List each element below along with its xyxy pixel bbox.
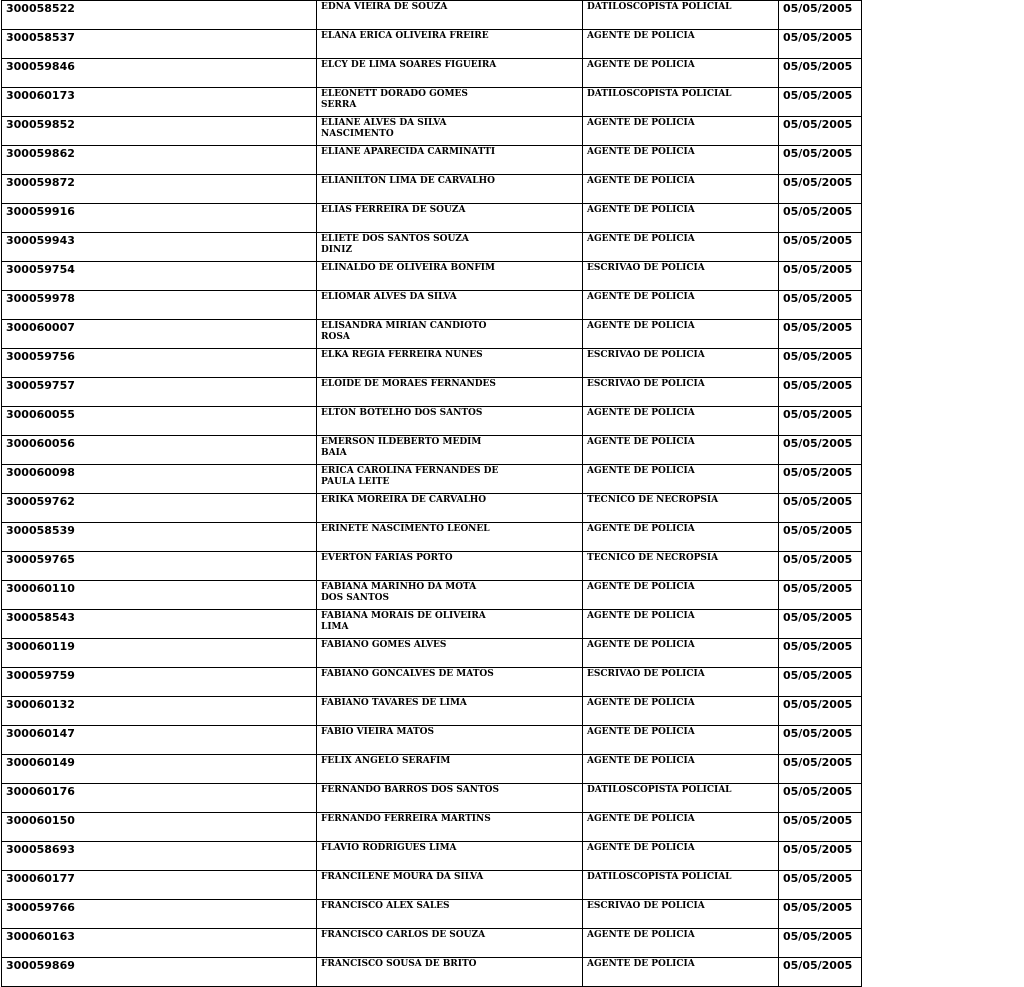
matricula-cell: 300060150 xyxy=(2,813,317,842)
data-cell: 05/05/2005 xyxy=(779,320,862,349)
cargo-cell: AGENTE DE POLICIA xyxy=(583,436,779,465)
table-row xyxy=(2,842,862,871)
data-cell: 05/05/2005 xyxy=(779,929,862,958)
cargo-cell: AGENTE DE POLICIA xyxy=(583,320,779,349)
table-row xyxy=(2,88,862,117)
nome-text: ELIETE DOS SANTOS SOUZA DINIZ xyxy=(321,234,469,255)
nome-cell xyxy=(317,436,583,465)
cargo-cell: AGENTE DE POLICIA xyxy=(583,958,779,987)
table-row xyxy=(2,958,862,987)
data-cell: 05/05/2005 xyxy=(779,117,862,146)
data-cell: 05/05/2005 xyxy=(779,233,862,262)
cargo-cell: AGENTE DE POLICIA xyxy=(583,581,779,610)
nome-text: ERIKA MOREIRA DE CARVALHO xyxy=(321,495,487,505)
data-cell: 05/05/2005 xyxy=(779,146,862,175)
cargo-cell: AGENTE DE POLICIA xyxy=(583,842,779,871)
nome-text: ELISANDRA MIRIAN CANDIOTO ROSA xyxy=(321,321,487,342)
nome-text: ELIANE ALVES DA SILVA NASCIMENTO xyxy=(321,118,447,139)
data-cell: 05/05/2005 xyxy=(779,697,862,726)
data-cell: 05/05/2005 xyxy=(779,88,862,117)
nome-text: FELIX ANGELO SERAFIM xyxy=(321,756,451,766)
nome-cell xyxy=(317,755,583,784)
data-cell: 05/05/2005 xyxy=(779,871,862,900)
table-row xyxy=(2,900,862,929)
nome-text: ERINETE NASCIMENTO LEONEL xyxy=(321,524,490,534)
data-cell: 05/05/2005 xyxy=(779,639,862,668)
nome-cell xyxy=(317,262,583,291)
nome-text: ELOIDE DE MORAES FERNANDES xyxy=(321,379,496,389)
nome-text: FLAVIO RODRIGUES LIMA xyxy=(321,843,457,853)
cargo-cell: TECNICO DE NECROPSIA xyxy=(583,494,779,523)
nome-cell xyxy=(317,146,583,175)
cargo-cell: AGENTE DE POLICIA xyxy=(583,610,779,639)
cargo-cell: ESCRIVAO DE POLICIA xyxy=(583,668,779,697)
cargo-cell: AGENTE DE POLICIA xyxy=(583,291,779,320)
nome-cell xyxy=(317,900,583,929)
data-cell: 05/05/2005 xyxy=(779,175,862,204)
nome-cell xyxy=(317,465,583,494)
cargo-cell: AGENTE DE POLICIA xyxy=(583,929,779,958)
table-row xyxy=(2,117,862,146)
cargo-cell: ESCRIVAO DE POLICIA xyxy=(583,378,779,407)
matricula-cell: 300059757 xyxy=(2,378,317,407)
nome-cell xyxy=(317,523,583,552)
cargo-cell: AGENTE DE POLICIA xyxy=(583,726,779,755)
nome-cell xyxy=(317,117,583,146)
nome-text: FRANCISCO SOUSA DE BRITO xyxy=(321,959,477,969)
table-row xyxy=(2,175,862,204)
table-row xyxy=(2,581,862,610)
nome-cell xyxy=(317,204,583,233)
nome-cell xyxy=(317,349,583,378)
data-cell: 05/05/2005 xyxy=(779,813,862,842)
table-row xyxy=(2,262,862,291)
nome-cell xyxy=(317,494,583,523)
matricula-cell: 300059765 xyxy=(2,552,317,581)
nome-cell xyxy=(317,59,583,88)
nome-text: ELCY DE LIMA SOARES FIGUEIRA xyxy=(321,60,497,70)
table-row xyxy=(2,436,862,465)
matricula-cell: 300059978 xyxy=(2,291,317,320)
nome-text: ELIAS FERREIRA DE SOUZA xyxy=(321,205,466,215)
nome-text: FABIANO TAVARES DE LIMA xyxy=(321,698,467,708)
table-row xyxy=(2,494,862,523)
table-row xyxy=(2,726,862,755)
matricula-cell: 300059872 xyxy=(2,175,317,204)
table-row xyxy=(2,349,862,378)
matricula-cell: 300058539 xyxy=(2,523,317,552)
matricula-cell: 300059846 xyxy=(2,59,317,88)
matricula-cell: 300059762 xyxy=(2,494,317,523)
data-cell: 05/05/2005 xyxy=(779,523,862,552)
cargo-cell: TECNICO DE NECROPSIA xyxy=(583,552,779,581)
nome-cell xyxy=(317,233,583,262)
table-row xyxy=(2,552,862,581)
roster-table xyxy=(1,0,862,987)
data-cell: 05/05/2005 xyxy=(779,958,862,987)
cargo-cell: AGENTE DE POLICIA xyxy=(583,639,779,668)
matricula-cell: 300060147 xyxy=(2,726,317,755)
cargo-cell: AGENTE DE POLÍCIA xyxy=(583,465,779,494)
roster-body xyxy=(2,1,862,987)
nome-text: FRANCISCO ALEX SALES xyxy=(321,901,450,911)
matricula-cell: 300059916 xyxy=(2,204,317,233)
data-cell: 05/05/2005 xyxy=(779,349,862,378)
matricula-cell: 300060098 xyxy=(2,465,317,494)
cargo-cell: AGENTE DE POLICIA xyxy=(583,204,779,233)
nome-cell xyxy=(317,175,583,204)
nome-cell xyxy=(317,929,583,958)
cargo-cell: ESCRIVAO DE POLICIA xyxy=(583,349,779,378)
cargo-cell: AGENTE DE POLICIA xyxy=(583,175,779,204)
nome-text: ELIANILTON LIMA DE CARVALHO xyxy=(321,176,495,186)
nome-cell xyxy=(317,784,583,813)
table-row xyxy=(2,233,862,262)
data-cell: 05/05/2005 xyxy=(779,30,862,59)
table-row xyxy=(2,291,862,320)
matricula-cell: 300060055 xyxy=(2,407,317,436)
matricula-cell: 300060132 xyxy=(2,697,317,726)
matricula-cell: 300060177 xyxy=(2,871,317,900)
table-row xyxy=(2,204,862,233)
cargo-cell: AGENTE DE POLICIA xyxy=(583,233,779,262)
data-cell: 05/05/2005 xyxy=(779,581,862,610)
matricula-cell: 300058693 xyxy=(2,842,317,871)
table-row xyxy=(2,813,862,842)
nome-cell xyxy=(317,30,583,59)
nome-cell xyxy=(317,1,583,30)
nome-text: FABIANA MORAIS DE OLIVEIRA LIMA xyxy=(321,611,486,632)
matricula-cell: 300059766 xyxy=(2,900,317,929)
matricula-cell: 300058543 xyxy=(2,610,317,639)
nome-cell xyxy=(317,842,583,871)
nome-cell xyxy=(317,320,583,349)
cargo-cell: DATILOSCOPISTA POLICIAL xyxy=(583,784,779,813)
table-row xyxy=(2,407,862,436)
data-cell: 05/05/2005 xyxy=(779,842,862,871)
data-cell: 05/05/2005 xyxy=(779,291,862,320)
nome-text: FABIANA MARINHO DA MOTA DOS SANTOS xyxy=(321,582,477,603)
cargo-cell: DATILOSCOPISTA POLICIAL xyxy=(583,1,779,30)
cargo-cell: DATILOSCOPISTA POLICIAL xyxy=(583,871,779,900)
matricula-cell: 300058537 xyxy=(2,30,317,59)
matricula-cell: 300060163 xyxy=(2,929,317,958)
matricula-cell: 300060173 xyxy=(2,88,317,117)
data-cell: 05/05/2005 xyxy=(779,494,862,523)
nome-cell xyxy=(317,610,583,639)
nome-text: ELIANE APARECIDA CARMINATTI xyxy=(321,147,496,157)
matricula-cell: 300060149 xyxy=(2,755,317,784)
table-row xyxy=(2,784,862,813)
table-row xyxy=(2,378,862,407)
nome-text: ERICA CAROLINA FERNANDES DE PAULA LEITE xyxy=(321,466,499,487)
cargo-cell: ESCRIVAO DE POLICIA xyxy=(583,262,779,291)
nome-cell xyxy=(317,871,583,900)
matricula-cell: 300059943 xyxy=(2,233,317,262)
nome-cell xyxy=(317,697,583,726)
nome-text: ELKA REGIA FERREIRA NUNES xyxy=(321,350,483,360)
cargo-cell: AGENTE DE POLICIA xyxy=(583,117,779,146)
cargo-cell: AGENTE DE POLICIA xyxy=(583,30,779,59)
nome-text: ELIOMAR ALVES DA SILVA xyxy=(321,292,457,302)
nome-text: ELTON BOTELHO DOS SANTOS xyxy=(321,408,483,418)
nome-text: FERNANDO FERREIRA MARTINS xyxy=(321,814,491,824)
nome-cell xyxy=(317,291,583,320)
matricula-cell: 300059756 xyxy=(2,349,317,378)
table-row xyxy=(2,668,862,697)
data-cell: 05/05/2005 xyxy=(779,900,862,929)
nome-text: FRANCISCO CARLOS DE SOUZA xyxy=(321,930,486,940)
nome-cell xyxy=(317,639,583,668)
matricula-cell: 300060056 xyxy=(2,436,317,465)
table-row xyxy=(2,639,862,668)
data-cell: 05/05/2005 xyxy=(779,784,862,813)
table-row xyxy=(2,610,862,639)
nome-cell xyxy=(317,581,583,610)
nome-text: ELANA ERICA OLIVEIRA FREIRE xyxy=(321,31,489,41)
matricula-cell: 300058522 xyxy=(2,1,317,30)
data-cell: 05/05/2005 xyxy=(779,262,862,291)
table-row xyxy=(2,146,862,175)
data-cell: 05/05/2005 xyxy=(779,726,862,755)
matricula-cell: 300060110 xyxy=(2,581,317,610)
cargo-cell: AGENTE DE POLICIA xyxy=(583,523,779,552)
nome-text: EVERTON FARIAS PORTO xyxy=(321,553,453,563)
data-cell: 05/05/2005 xyxy=(779,552,862,581)
cargo-cell: AGENTE DE POLICIA xyxy=(583,813,779,842)
table-row xyxy=(2,697,862,726)
data-cell: 05/05/2005 xyxy=(779,668,862,697)
data-cell: 05/05/2005 xyxy=(779,755,862,784)
cargo-cell: ESCRIVAO DE POLICIA xyxy=(583,900,779,929)
table-row xyxy=(2,320,862,349)
nome-text: EMERSON ILDEBERTO MEDIM BAIA xyxy=(321,437,482,458)
table-row xyxy=(2,465,862,494)
cargo-cell: AGENTE DE POLICIA xyxy=(583,407,779,436)
matricula-cell: 300059852 xyxy=(2,117,317,146)
nome-text: FERNANDO BARROS DOS SANTOS xyxy=(321,785,499,795)
cargo-cell: AGENTE DE POLICIA xyxy=(583,59,779,88)
nome-cell xyxy=(317,726,583,755)
table-row xyxy=(2,30,862,59)
nome-cell xyxy=(317,407,583,436)
nome-cell xyxy=(317,378,583,407)
nome-cell xyxy=(317,552,583,581)
data-cell: 05/05/2005 xyxy=(779,610,862,639)
table-row xyxy=(2,523,862,552)
cargo-cell: AGENTE DE POLICIA xyxy=(583,146,779,175)
data-cell: 05/05/2005 xyxy=(779,436,862,465)
data-cell: 05/05/2005 xyxy=(779,1,862,30)
data-cell: 05/05/2005 xyxy=(779,378,862,407)
matricula-cell: 300059754 xyxy=(2,262,317,291)
cargo-cell: AGENTE DE POLICIA xyxy=(583,697,779,726)
nome-cell xyxy=(317,668,583,697)
table-row xyxy=(2,871,862,900)
nome-text: FABIANO GOMES ALVES xyxy=(321,640,447,650)
nome-text: FABIANO GONCALVES DE MATOS xyxy=(321,669,494,679)
data-cell: 05/05/2005 xyxy=(779,465,862,494)
matricula-cell: 300059759 xyxy=(2,668,317,697)
table-row xyxy=(2,59,862,88)
nome-text: EDNA VIEIRA DE SOUZA xyxy=(321,2,448,12)
matricula-cell: 300060119 xyxy=(2,639,317,668)
data-cell: 05/05/2005 xyxy=(779,204,862,233)
matricula-cell: 300059869 xyxy=(2,958,317,987)
data-cell: 05/05/2005 xyxy=(779,59,862,88)
data-cell: 05/05/2005 xyxy=(779,407,862,436)
matricula-cell: 300059862 xyxy=(2,146,317,175)
matricula-cell: 300060007 xyxy=(2,320,317,349)
matricula-cell: 300060176 xyxy=(2,784,317,813)
nome-text: ELEONETT DORADO GOMES SERRA xyxy=(321,89,468,110)
nome-text: FRANCILENE MOURA DA SILVA xyxy=(321,872,484,882)
nome-cell xyxy=(317,958,583,987)
cargo-cell: DATILOSCOPISTA POLICIAL xyxy=(583,88,779,117)
nome-text: FABIO VIEIRA MATOS xyxy=(321,727,434,737)
nome-text: ELINALDO DE OLIVEIRA BONFIM xyxy=(321,263,495,273)
nome-cell xyxy=(317,813,583,842)
table-row xyxy=(2,755,862,784)
cargo-cell: AGENTE DE POLICIA xyxy=(583,755,779,784)
table-row xyxy=(2,929,862,958)
nome-cell xyxy=(317,88,583,117)
table-row xyxy=(2,1,862,30)
